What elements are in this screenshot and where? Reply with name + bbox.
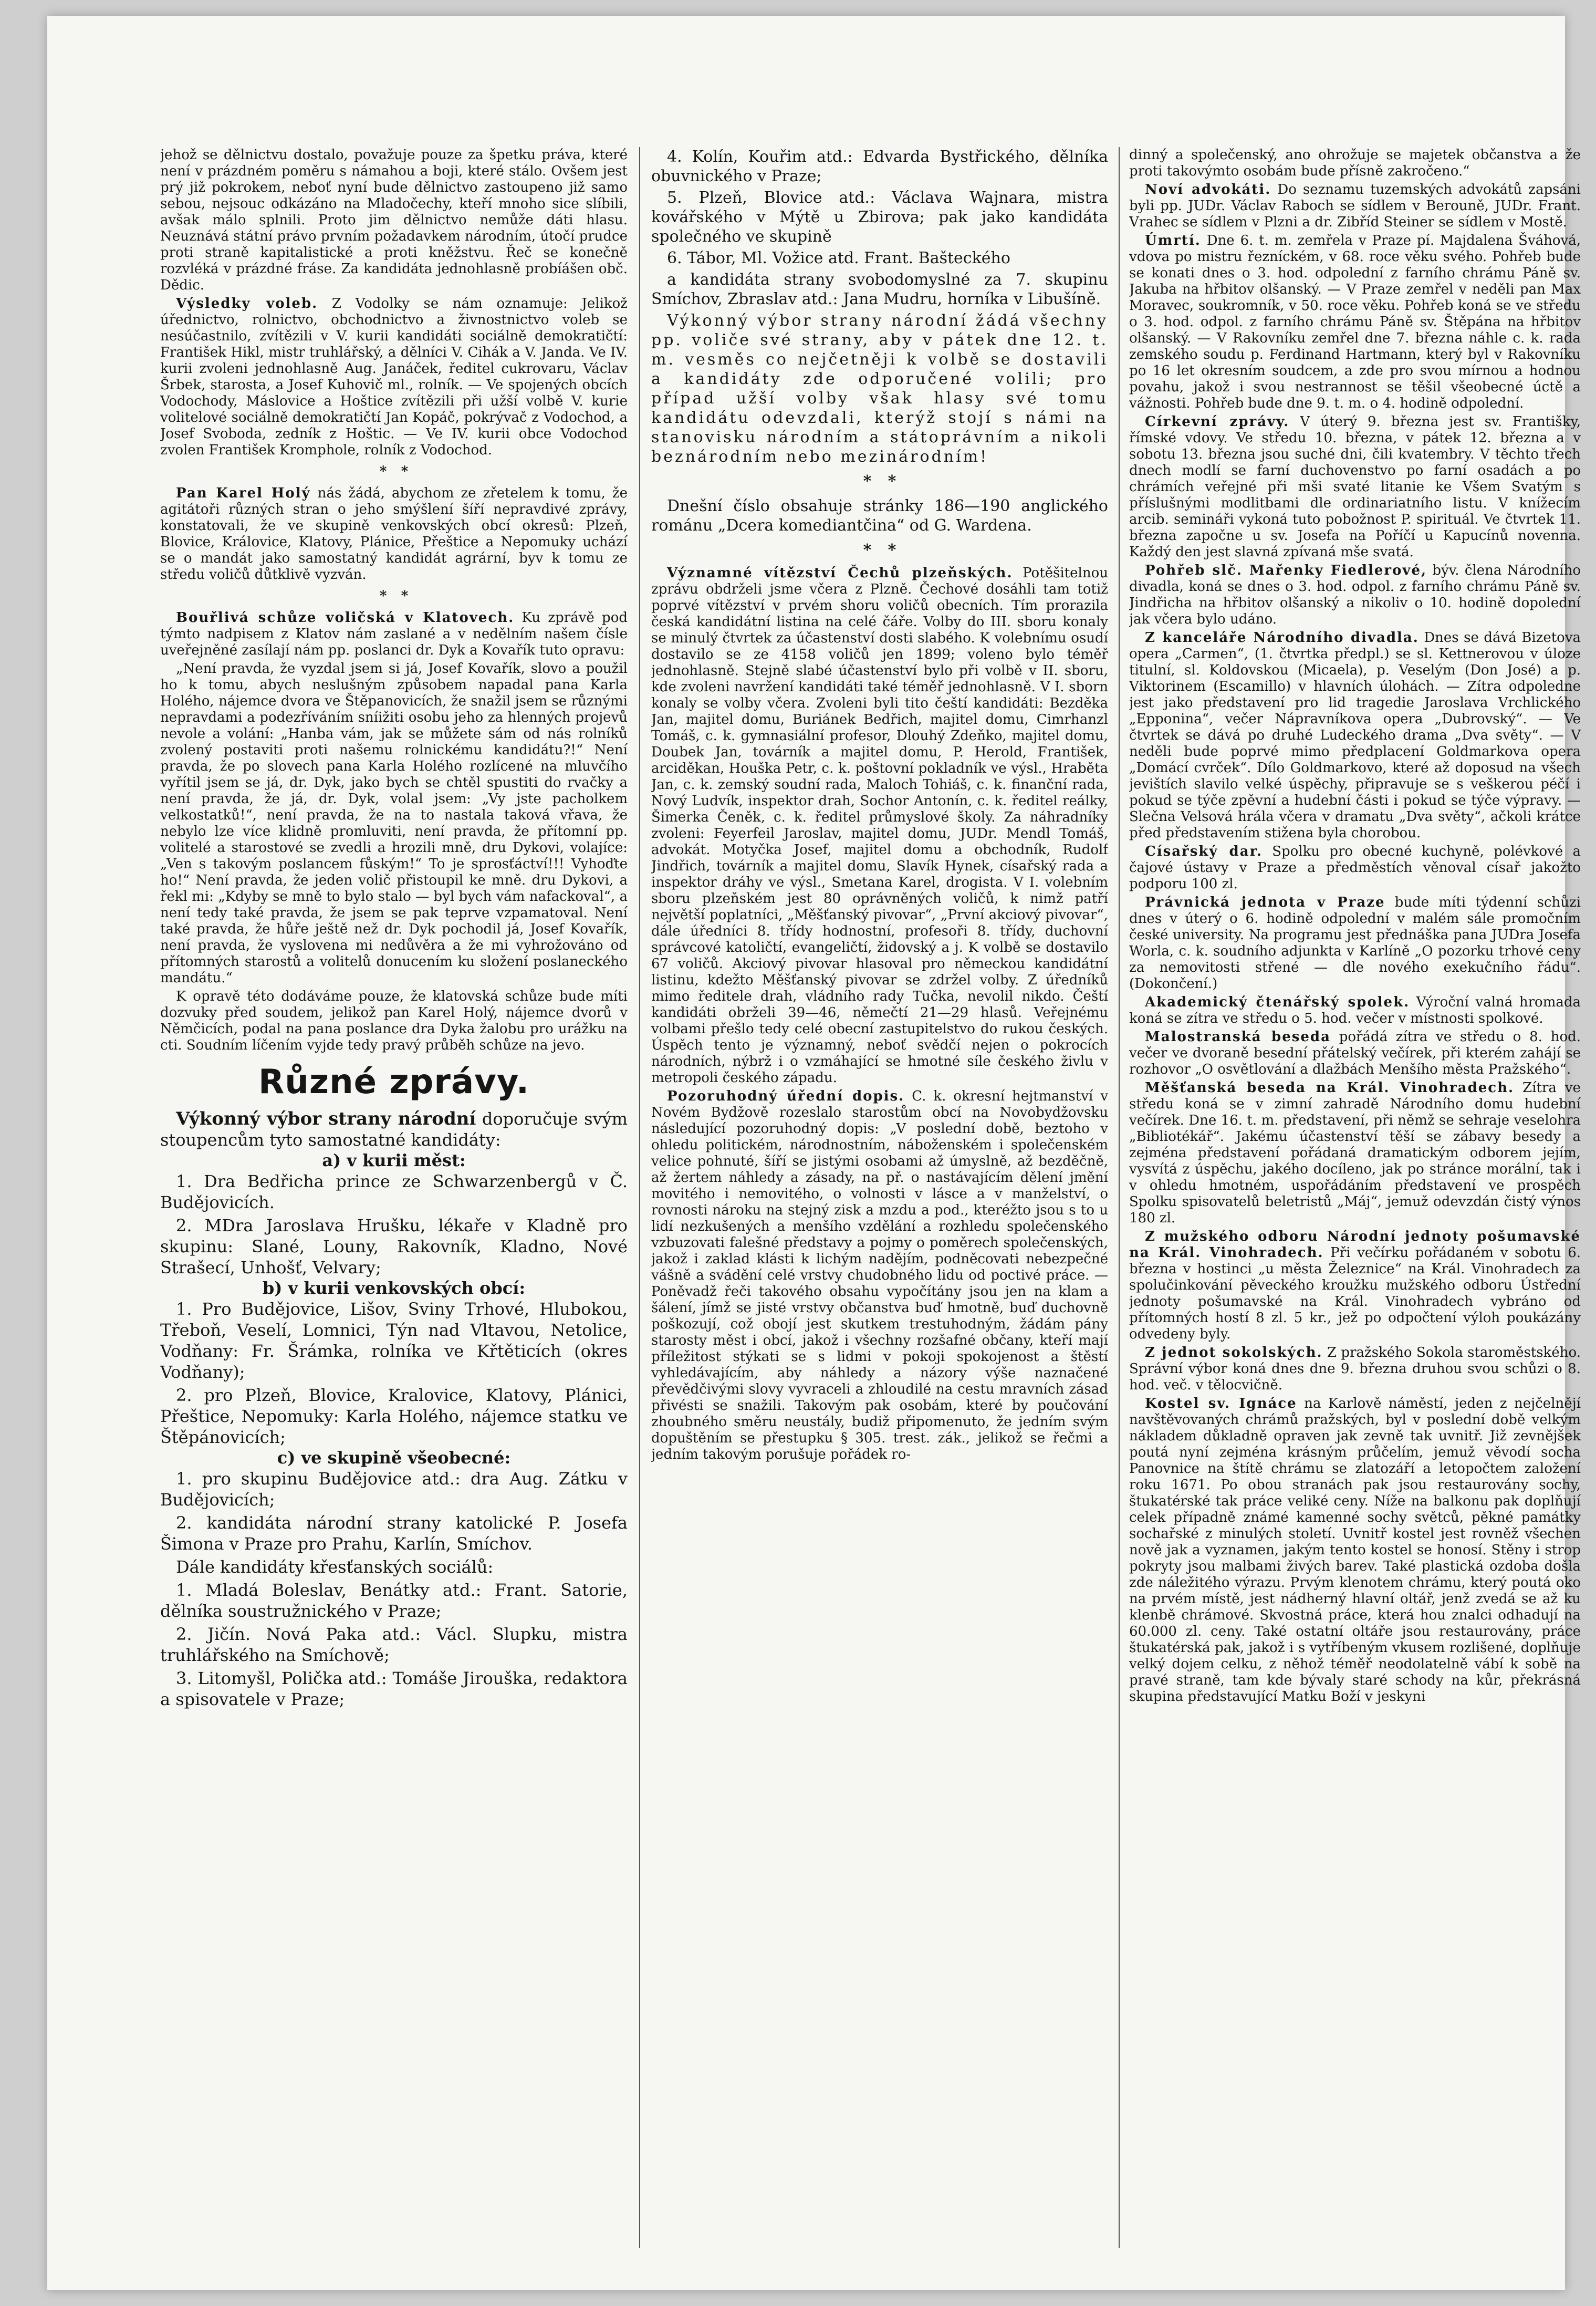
article-heading: Z jednot sokolských. [1145, 1345, 1323, 1360]
article-paragraph: K opravě této dodáváme pouze, že klatovská schůze bude míti dozvuky před soudem, jelikož pan Karel Holý, nájemce dvorů v Němčicích, podal na pana poslance dra Dyka žalobu pro urážku na cti. Soudním líčením vyjde tedy pravý průběh schůze na jevo. [160, 989, 628, 1053]
column-middle [651, 147, 1108, 2248]
article-continuation: dinný a společenský, ano ohrožuje se majetek občanstva a že proti takovýmto osobám bude přísně zakročeno.“ [1129, 147, 1581, 179]
article-body: býv. člena Národního divadla, koná se dnes o 3. hod. odpol. z farního chrámu Páně sv. Jindřicha na hřbitov olšanský a nikoliv o 10. hodině dopolední jak včera bylo udáno. [1129, 563, 1581, 627]
candidate-item: 5. Plzeň, Blovice atd.: Václava Wajnara, mistra kovářského v Mýtě u Zbirova; pak jako kandidáta společného ve skupině [651, 189, 1108, 246]
article-vysledky-voleb [160, 296, 628, 459]
article-heading: Právnická jednota v Praze [1145, 895, 1385, 910]
article-body: Z Vodolky se nám oznamuje: Jelikož úřednictvo, rolnictvo, obchodnictvo a živnostnictvo voleb se nesúčastnilo, zvítězili v V. kurii kandidáti sociálně demokratičtí: František Hikl, mistr truhlářský, a dělníci V. Cihák a V. Janda. Ve IV. kurii zvoleni jednohlasně Aug. Janáček, ředitel cukrovaru, Václav Šrbek, starosta, a Josef Kuhovič ml., rolník. — Ve spojených obcích Vodochody, Máslovice a Hoštice zvítězili při užší volbě V. kurie volitelové sociálně demokratičtí Jan Kopáč, pokrývač z Vodochod, a Josef Svoboda, zedník z Hoštic. — Ve IV. kurii obce Vodochod zvolen František Kromphole, rolník z Vodochod. [160, 296, 628, 458]
article-body: Potěšitelnou zprávu obdrželi jsme včera z Plzně. Čechové dosáhli tam totiž poprvé vítězství v prvém shoru voličů obecních. Tím prorazila česká kandidátní listina na celé čáře. Volby do III. sboru konaly se minulý čtvrtek za účastenství dosti slabého. K volebnímu osudí dostavilo se ze 4158 voličů jen 1899; voleno bylo téměř jednohlasně. Stejně slabé účastenství bylo při volbě v II. sboru, kde zvoleni navržení kandidáti také téměř jednohlasně. V I. sborn konaly se volby včera. Zvoleni byli tito čeští kandidáti: Bezděka Jan, majitel domu, Buriánek Bedřich, majitel domu, Cimrhanzl Tomáš, c. k. gymnasiální profesor, Dlouhý Zdeňko, majitel domu, Doubek Jan, továrník a majitel domu, P. Herold, František, arciděkan, Houška Petr, c. k. poštovní pokladník ve výsl., Hraběta Jan, c. k. zemský soudní rada, Maloch Tohiáš, c. k. finanční rada, Nový Ludvík, inspektor drah, Sochor Antonín, c. k. ředitel reálky, Šimerka Čeněk, c. k. ředitel průmyslové školy. Za náhradníky zvoleni: Feyerfeil Jaroslav, majitel domu, JUDr. Mendl Tomáš, advokát. Motyčka Josef, majitel domu a obchodník, Rudolf Jindřich, továrník a majitel domu, Slavík Hynek, císařský rada a inspektor dráhy ve výsl., Smetana Karel, drogista. V I. volebním sboru plzeňském jest 80 oprávněných voličů, k nimž patří největší poplatníci, „Měšťanský pivovar“, „První akciový pivovar“, dále úředníci 8. třídy hodnostní, profesoři 8. třídy, duchovní správcové katoličtí, evangeličtí, židovský a j. K volbě se dostavilo 67 voličů. Akciový pivovar hlasoval pro německou kandidátní listinu, kdežto Měšťanský pivovar se zdržel volby. Z úředníků mimo ředitele drah, vládního rady Tučka, nevolil nikdo. Čeští kandidáti obrželi 39—46, němečtí 21—29 hlasů. Veřejnému volbami přešlo tedy celé obecní zastupitelstvo do rukou českých. Úspěch tento je významný, neboť svědčí nejen o pokrocích národních, nýbrž i o vzmáhající se hmotné síle českého živlu v metropoli českého západu. [651, 565, 1108, 1086]
column-rule [1119, 147, 1120, 2248]
article-cisarsky-dar [1129, 844, 1581, 892]
article-umrti [1129, 233, 1581, 412]
article-heading: Pan Karel Holý [176, 485, 311, 501]
article-heading: Císařský dar. [1145, 844, 1263, 859]
article-heading: Výkonný výbor strany národní [176, 1108, 476, 1129]
article-heading: Z kanceláře Národního divadla. [1145, 630, 1419, 646]
article-heading: Bouřlivá schůze voličská v Klatovech. [176, 610, 515, 626]
party-appeal: Výkonný výbor strany národní žádá všechny pp. voliče své strany, aby v pátek dne 12. t. m. vesměs co nejčetněji k volbě se dostavili a kandidáty zde odporučené volili; pro případ užší volby však hlasy své tomu kandidátu odevzdali, kterýž stojí s námi na stanovisku národním a státoprávním a nikoli beznárodním nebo mezinárodním! [651, 311, 1108, 466]
article-body: Spolku pro obecné kuchyně, polévkové a čajové ústavy v Praze a předměstích věnoval císař jakožto podporu 100 zl. [1129, 844, 1581, 892]
article-kancelar [1129, 630, 1581, 842]
article-heading: Výsledky voleb. [176, 296, 318, 311]
article-body: nás žádá, abychom ze zřetelem k tomu, že agitátoři různých stran o jeho smýšlení šíří nepravdivé zprávy, konstatovali, že ve skupině venkovských obcí okresů: Plzeň, Blovice, Královice, Klatovy, Plánice, Přeštice a Nepomuky uchází se o mandát jako samostatný kandidát agrární, byv k tomu ze středu voličů důtklivě vyzván. [160, 485, 628, 583]
newspaper-page [47, 16, 1581, 2290]
separator-stars: * * [379, 588, 409, 604]
article-heading: Noví advokáti. [1145, 182, 1271, 198]
article-body: Do seznamu tuzemských advokátů zapsáni byli pp. JUDr. Václav Raboch se sídlem v Berouně, JUDr. Frant. Vrahec se sídlem v Plzni a dr. Zibříd Steiner se sídlem v Mostě. [1129, 182, 1581, 230]
article-body: Výroční valná hromada koná se zítra ve středu o 5. hod. večer v místnosti spolkové. [1129, 994, 1581, 1026]
candidate-item: 1. Dra Bedřicha prince ze Schwarzenbergů v Č. Budějovicích. [160, 1171, 628, 1212]
article-heading: Měšťanská beseda na Král. Vinohradech. [1145, 1080, 1515, 1096]
article-akademicky [1129, 994, 1581, 1027]
article-body: C. k. okresní hejtmanství v Novém Bydžově rozeslalo starostům obcí na Novobydžovsku následující pozoruhodný dopis: „V poslední době, beztoho v ohledu politickém, národnostním, náboženském i společenském velice pohnuté, šíří se jistými osobami až úmyslně, až bezděčně, až žertem náhledy a zásady, na př. o nastávajícím dělení jmění movitého i nemovitého, o volnosti v lásce a v manželství, o rovnosti nároku na stejný zisk a mzdu a pod., kteréžto jsou s to u lidí nezkušených a menšího vzdělání a rozhledu společenského vzbuzovati falešné představy a pojmy o poměrech společenských, jakož i zaklad klásti k lichým nadějím, podněcovati nebezpečné vášně a svádění celé vrstvy chudobného lidu od poctivé práce. — Poněvadž řeči takového obsahu vypočítány jsou jen na klam a šálení, jímž se jisté vrstvy občanstva buď hmotně, buď duchovně poškozují, což obojí jest skutkem trestuhodným, žádám pány starosty měst i obcí, jakož i všechny rozšafné občany, kteří mají příležitost stýkati se s lidmi v pokoji spokojenost a štěstí vyhledávajícím, aby náhledy a názory výše naznačené převědčivými slovy vyvraceli a zhloudilé na cestu mravních zásad přivésti se snažili. Takovým pak osobám, které by poučování zhoubného směru neustály, budiž připomenuto, že jedním svým dopuštěním se přestupku § 305. trest. zák., jelikož se řečmi a jedním takovým porušuje pořádek ro- [651, 1088, 1108, 1462]
candidate-item: 2. kandidáta národní strany katolické P. Josefa Šimona v Praze pro Prahu, Karlín, Smíchov. [160, 1513, 628, 1554]
article-cirkevni [1129, 414, 1581, 560]
candidate-item: 1. pro skupinu Budějovice atd.: dra Aug. Zátku v Budějovicích; [160, 1469, 628, 1510]
article-body: Dne 6. t. m. zemřela v Praze pí. Majdalena Šváhová, vdova po mistru řezníckém, v 68. roce věku svého. Pohřeb bude se konati dnes o 3. hod. odpolední z farního chrámu Páně sv. Jakuba na hřbitov olšanský. — V Praze zemřel v neděli pan Max Moravec, soukromník, v 50. roce věku. Pohřeb koná se ve středu o 3. hod. odpol. z farního chrámu Páně sv. Štěpána na hřbitov olšanský. — V Rakovníku zemřel dne 7. března náhle c. k. rada zemského soudu p. Ferdinand Hartmann, který byl v Rakovníku po 16 let okresním soudcem, a zde pro svou mírnou a hodnou povahu, jakož i svou nestrannost se těšil všeobecné úctě a vážnosti. Pohřeb bude dne 9. t. m. o 4. hodině odpolední. [1129, 233, 1581, 411]
article-body: na Karlově náměstí, jeden z nejčelnějí navštěvovaných chrámů pražských, byl v poslední době velkým nákladem důkladně opraven jak zevně tak uvnitř. Již zevnějšek poutá nyní zejména krásným průčelím, jemuž věvodí socha Panovnice na štítě chrámu se zlatozáří a letopočtem založení roku 1671. Po obou stranách pak jsou restaurovány sochy, štukatérské tak práce veliké ceny. Níže na balkonu pak doplňují celek případně známé kamenné sochy světců, pěkné památky sochařské z minulých století. Uvnitř kostel jest rovněž všechen nově jak a vyznamen, jakým tento kostel se honosí. Stěny i strop pokryty jsou malbami živých barev. Také plastická ozdoba došla zde náležitého výrazu. Prvým klenotem chrámu, který poutá oko na prvém místě, jest nádherný hlavní oltář, jenž zvedá se až ku klenbě chrámové. Skvostná práce, která hou znalci odhadují na 60.000 zl. ceny. Také ostatní oltáře jsou restaurovány, práce štukatérská pak, jakož i s vytříbeným vkusem rozlišené, doplňuje velký dojem celku, z něhož téměř neodolatelně vábí k sobě na pravé straně, tam kde bývaly staré schody na kůr, překrásná skupina představující Matku Boží v jeskyni [1129, 1396, 1581, 1705]
article-body: pořádá zítra ve středu o 8. hod. večer ve dvoraně besední přátelský večírek, při kterém zahájí se rozhovor „O osvětlování a dlažbách Menšího města Pražského“. [1129, 1029, 1581, 1077]
subheading-kurie-mest: a) v kurii měst: [322, 1150, 466, 1170]
article-continuation: jehož se dělnictvu dostalo, považuje pouze za špetku práva, které není v prázdném poměru s námahou a boji, které stálo. Ovšem jest prý již pokrokem, neboť nyní bude dělnictvo zastoupeno již samo sebou, nejsouc odkázáno na Mladočechy, kteří mnoho sice slíbili, avšak málo splnili. Proto jim dělnictvo nemůže dáti hlasu. Neuznává státní právo prvním požadavkem národním, útočí prudce proti straně kapitalistické a proti kněžstvu. Řeč se konečně rozvléká v prázdné fráse. Za kandidáta jednohlasně probíášen obč. Dědic. [160, 147, 628, 293]
candidate-item: 2. Jičín. Nová Paka atd.: Václ. Slupku, mistra truhlářského na Smíchově; [160, 1624, 628, 1665]
candidate-item: 3. Litomyšl, Polička atd.: Tomáše Jirouška, redaktora a spisovatele v Praze; [160, 1668, 628, 1709]
candidate-item: 1. Pro Budějovice, Lišov, Sviny Trhové, Hlubokou, Třeboň, Veselí, Lomnici, Týn nad Vltavou, Netolice, Vodňany: Fr. Šrámka, rolníka ve Křtěticích (okres Vodňany); [160, 1299, 628, 1382]
candidate-item: 6. Tábor, Ml. Vožice atd. Frant. Bašteckého [667, 249, 1010, 267]
article-body: Při večírku pořádaném v sobotu 6. března v hostinci „u města Železnice“ na Král. Vinohradech za spolučinkování pěveckého kroužku mužského odboru Ústřední jednoty pošumavské na Král. Vinohradech vybráno od přítomných hostí 8 zl. 5 kr., jež po odpočtení výloh poukázány odvedeny byly. [1129, 1245, 1581, 1342]
article-heading: Církevní zprávy. [1145, 414, 1290, 430]
article-body: bude míti týdenní schůzi dnes v úterý o 6. hodině odpolední v malém sále promočním české university. Na programu jest přednáška pana JUDra Josefa Worla, c. k. soudního adjunkta v Karlíně „O pozorku trhové ceny za nemovitosti střené — dle nového exekučního řádu“. (Dokončení.) [1129, 895, 1581, 992]
subheading-skupina-vseobecna: c) ve skupině všeobecné: [277, 1448, 511, 1468]
article-advokati [1129, 182, 1581, 231]
article-body: Ku zprávě pod týmto nadpisem z Klatov nám zaslané a v nedělním našem čísle uveřejněné zasílají nám pp. poslanci dr. Dyk a Kovařík tuto opravu: [160, 610, 628, 658]
column-middle-small [651, 565, 1108, 1463]
candidate-item: 1. Mladá Boleslav, Benátky atd.: Frant. Satorie, dělníka soustružnického v Praze; [160, 1580, 628, 1621]
article-body: Zítra ve středu koná se v zimní zahradě Národního domu hudební večírek. Dne 16. t. m. představení, při němž se sehraje veselohra „Bibliotékář“. Jakému účastenství těší se zábavy besedy a zejména představení pořádaná dramatickým odborem jejím, vysvítá z úspěchu, jakého docíleno, jak po stránce morální, tak i v ohledu hmotném, uspořádáním představení ve prospěch Spolku spisovatelů beletristů „Máj“, jemuž odevzdán čistý výnos 180 zl. [1129, 1080, 1581, 1226]
article-body: V úterý 9. března jest sv. Františky, římské vdovy. Ve středu 10. března, v pátek 12. března a v sobotu 13. března jsou suché dni, čili kvatembry. V těchto třech dnech modlí se farní duchovenstvo po farní osadách a po chrámích veřejné při mši svaté litanie ke Všem Svatým s příslušnými modlitbami dle ordinariatního listu. V knížecím arcib. semináři vykoná tuto pobožnost P. spirituál. Ve čtvrtek 11. března započne u sv. Josefa na Poříčí u Kapucínů novenna. Každý den jest slavná zpívaná mše svatá. [1129, 414, 1581, 560]
article-body: Z pražského Sokola staroměstského. Správní výbor koná dnes dne 9. března druhou svou schůzi o 8. hod. več. v tělocvičně. [1129, 1345, 1581, 1393]
article-sokol [1129, 1345, 1581, 1394]
column-right [1129, 147, 1581, 2248]
candidate-item: a kandidáta strany svobodomyslné za 7. skupinu Smíchov, Zbraslav atd.: Jana Mudru, horníka v Libušíně. [651, 271, 1108, 308]
article-heading: Z mužského odboru Národní jednoty pošumavské na Král. Vinohradech. [1129, 1229, 1581, 1261]
article-bourliva-schuze [160, 610, 628, 659]
subheading-kurie-venkovskych: b) v kurii venkovských obcí: [262, 1278, 526, 1298]
article-heading: Významné vítězství Čechů plzeňských. [667, 565, 1013, 581]
article-vykonny-vybor [160, 1108, 628, 1150]
article-heading: Akademický čtenářský spolek. [1145, 994, 1410, 1010]
article-muzsky-odbor [1129, 1229, 1581, 1343]
article-uredni-dopis [651, 1088, 1108, 1463]
column-left [160, 147, 628, 2248]
article-heading: Kostel sv. Ignáce [1145, 1396, 1297, 1411]
article-heading: Úmrtí. [1145, 233, 1201, 248]
candidate-item: Dále kandidáty křesťanských sociálů: [176, 1557, 494, 1577]
separator-stars: * * [863, 541, 896, 559]
article-kostel [1129, 1396, 1581, 1705]
article-body: doporučuje svým stoupencům tyto samostatné kandidáty: [160, 1109, 628, 1150]
article-pravnicka [1129, 895, 1581, 992]
section-title: Různé zprávy. [258, 1063, 530, 1102]
article-body: Dnes se dává Bizetova opera „Carmen“, (1. čtvrtka předpl.) se sl. Kettnerovou v úloze titulní, sl. Koldovskou (Micaela), p. Veselým (Don José) a p. Viktorinem (Escamillo) v hlavních úlohách. — Zítra odpoledne jest jako představení pro lid tragedie Jaroslava Vrchlického „Epponina“, večer Nápravníkova opera „Dubrovský“. — Ve čtvrtek se dává po druhé Ludeckého drama „Dva světy“. — V neděli bude poprvé mimo předplacení Goldmarkova opera „Domácí cvrček“. Dílo Goldmarkovo, které až doposud na všech jevištích slavilo velké úspěchy, připravuje se s veškerou péčí i pokud se týče zpěvní a hudební části i pokud se týče výpravy. — Slečna Velsová hrála včera v dramatu „Dva světy“, ačkoli krátce před představením stižena byla chorobou. [1129, 630, 1581, 841]
article-mestanska [1129, 1080, 1581, 1227]
article-malostranska [1129, 1029, 1581, 1078]
article-heading: Pohřeb slč. Mařenky Fiedlerové, [1145, 563, 1427, 578]
candidate-item: 2. pro Plzeň, Blovice, Kralovice, Klatovy, Plánici, Přeštice, Nepomuky: Karla Holého, nájemce statku ve Štěpánovicích; [160, 1385, 628, 1447]
article-heading: Pozoruhodný úřední dopis. [667, 1088, 905, 1104]
column-rule [639, 147, 640, 2248]
article-karel-holy [160, 485, 628, 583]
article-paragraph: „Není pravda, že vyzdal jsem si já, Josef Kovařík, slovo a použil ho k tomu, abych neslušným způsobem napadal pana Karla Holého, nájemce dvora ve Štěpanovicích, že snažil jsem se různými nepravdami a podezříváním sníižiti osobu jeho za hlenných projevů nevole a volání: „Hanba vám, jak se můžete sám od nás rolníků zvolený postaviti proti našemu rolnickému kandidátu?!“ Není pravda, že po slovech pana Karla Holého rozlícené na mluvčího vyřítil jsem se já, dr. Dyk, jako bych se chtěl spustiti do rvačky a není pravda, že já, dr. Dyk, volal jsem: „Vy jste pacholkem velkostatků!“, není pravda, že na to nastala taková vřava, že nebylo lze více klidně promluviti, není pravda, že přítomní pp. volitelé a starostové se zvedli a hrozili mně, dru Dykovi, volajíce: „Ven s takovým poslancem fůským!“ To je sprosťáctví!!! Vyhoďte ho!“ Není pravda, že jeden volič přistoupil ke mně. dru Dykovi, a řekl mi: „Kdyby se mně to bylo stalo — byl bych vám nafackoval“, a není tedy také pravda, že jsem se pak teprve vzpamatoval. Není také pravda, že hůře ještě než dr. Dyk pochodil já, Josef Kovařík, není pravda, že vyslovena mi nedůvěra a že mi vyhrožováno od přítomných starostů a volitelů donucením ku složení poslaneckého mandátu.“ [160, 661, 628, 986]
separator-stars: * * [863, 472, 896, 491]
candidate-item: 4. Kolín, Kouřim atd.: Edvarda Bystřického, dělníka obuvnického v Praze; [651, 148, 1108, 185]
article-heading: Malostranská beseda [1145, 1029, 1331, 1045]
novel-notice: Dnešní číslo obsahuje stránky 186—190 anglického románu „Dcera komediantčina“ od G. Wardena. [651, 497, 1108, 535]
article-pohreb [1129, 563, 1581, 628]
separator-stars: * * [379, 464, 409, 480]
article-vitezstvi [651, 565, 1108, 1086]
candidate-item: 2. MDra Jaroslava Hrušku, lékaře v Kladně pro skupinu: Slané, Louny, Rakovník, Kladno, Nové Strašecí, Unhošť, Velvary; [160, 1216, 628, 1277]
